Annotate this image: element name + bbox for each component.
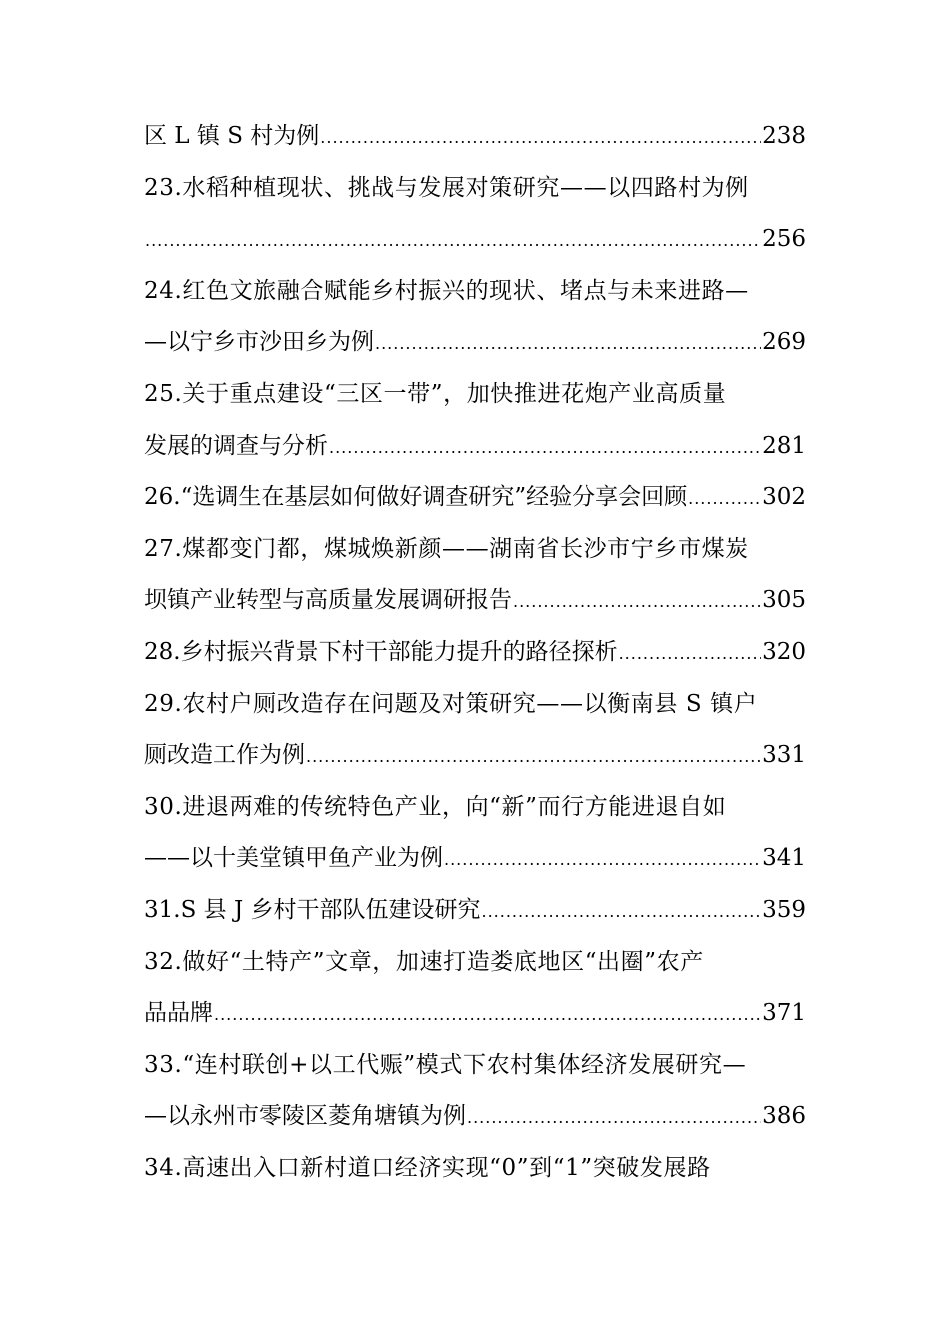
- toc-line: [144, 317, 806, 369]
- table-of-contents: [144, 111, 806, 1194]
- toc-line: [144, 111, 806, 163]
- dot-leader: [619, 628, 762, 679]
- toc-entry-text: 区 L 镇 S 村为例: [144, 123, 320, 149]
- dot-leader: [329, 422, 761, 473]
- toc-line: [144, 627, 806, 679]
- toc-page-number: 371: [762, 1000, 806, 1027]
- toc-line: [144, 472, 806, 524]
- toc-page-number: 331: [762, 742, 806, 769]
- toc-entry-text: 32.做好“土特产”文章，加速打造娄底地区“出圈”农产: [144, 948, 704, 975]
- toc-page-number: 238: [762, 123, 806, 149]
- toc-line: [144, 730, 806, 782]
- toc-entry-text: 坝镇产业转型与高质量发展调研报告: [144, 587, 512, 614]
- toc-entry-text: 26.“选调生在基层如何做好调查研究”经验分享会回顾: [144, 484, 688, 511]
- dot-leader: [467, 1092, 761, 1143]
- toc-line: [144, 266, 806, 318]
- toc-entry-text: 30.进退两难的传统特色产业，向“新”而行方能进退自如: [144, 793, 727, 820]
- toc-page-number: 281: [762, 432, 806, 459]
- toc-line: [144, 833, 806, 885]
- toc-line: [144, 885, 806, 937]
- toc-entry-text: 34.高速出入口新村道口经济实现“0”到“1”突破发展路: [144, 1154, 711, 1181]
- toc-line: [144, 782, 806, 834]
- toc-line: [144, 1143, 806, 1195]
- toc-line: [144, 937, 806, 989]
- toc-page-number: 359: [762, 896, 806, 923]
- dot-leader: [306, 731, 761, 782]
- dot-leader: [375, 318, 761, 369]
- toc-line: [144, 369, 806, 421]
- dot-leader: [444, 834, 761, 885]
- dot-leader: [214, 989, 761, 1040]
- toc-line: [144, 524, 806, 576]
- dot-leader: [513, 576, 761, 627]
- toc-entry-text: 24.红色文旅融合赋能乡村振兴的现状、堵点与未来进路—: [144, 277, 749, 304]
- toc-entry-text: 31.S 县 J 乡村干部队伍建设研究: [144, 896, 481, 923]
- toc-entry-text: —以宁乡市沙田乡为例: [144, 329, 374, 356]
- toc-entry-text: 29.农村户厕改造存在问题及对策研究——以衡南县 S 镇户: [144, 690, 758, 717]
- toc-entry-text: 厕改造工作为例: [144, 742, 305, 769]
- toc-entry-text: 27.煤都变门都，煤城焕新颜——湖南省长沙市宁乡市煤炭: [144, 535, 749, 562]
- toc-entry-text: 28.乡村振兴背景下村干部能力提升的路径探析: [144, 638, 618, 665]
- toc-line: [144, 214, 806, 266]
- dot-leader: [145, 215, 761, 266]
- toc-line: [144, 988, 806, 1040]
- toc-line: [144, 575, 806, 627]
- toc-entry-text: 25.关于重点建设“三区一带”，加快推进花炮产业高质量: [144, 380, 727, 407]
- dot-leader: [320, 112, 761, 163]
- toc-page-number: 302: [762, 484, 806, 511]
- toc-page-number: 256: [762, 226, 806, 253]
- dot-leader: [688, 473, 761, 524]
- toc-entry-text: 23.水稻种植现状、挑战与发展对策研究——以四路村为例: [144, 174, 749, 201]
- toc-entry-text: 发展的调查与分析: [144, 432, 328, 459]
- toc-line: [144, 1040, 806, 1092]
- toc-line: [144, 421, 806, 473]
- toc-entry-text: ——以十美堂镇甲鱼产业为例: [144, 845, 443, 872]
- toc-line: [144, 1091, 806, 1143]
- toc-line: [144, 163, 806, 215]
- toc-entry-text: —以永州市零陵区菱角塘镇为例: [144, 1103, 466, 1130]
- toc-entry-text: 品品牌: [144, 1000, 213, 1027]
- toc-page-number: 305: [762, 587, 806, 614]
- toc-entry-text: 33.“连村联创+以工代赈”模式下农村集体经济发展研究—: [144, 1051, 747, 1078]
- toc-page-number: 386: [762, 1103, 806, 1130]
- dot-leader: [482, 886, 762, 937]
- toc-page-number: 320: [762, 638, 806, 665]
- toc-page-number: 269: [762, 329, 806, 356]
- toc-page-number: 341: [762, 845, 806, 872]
- toc-line: [144, 679, 806, 731]
